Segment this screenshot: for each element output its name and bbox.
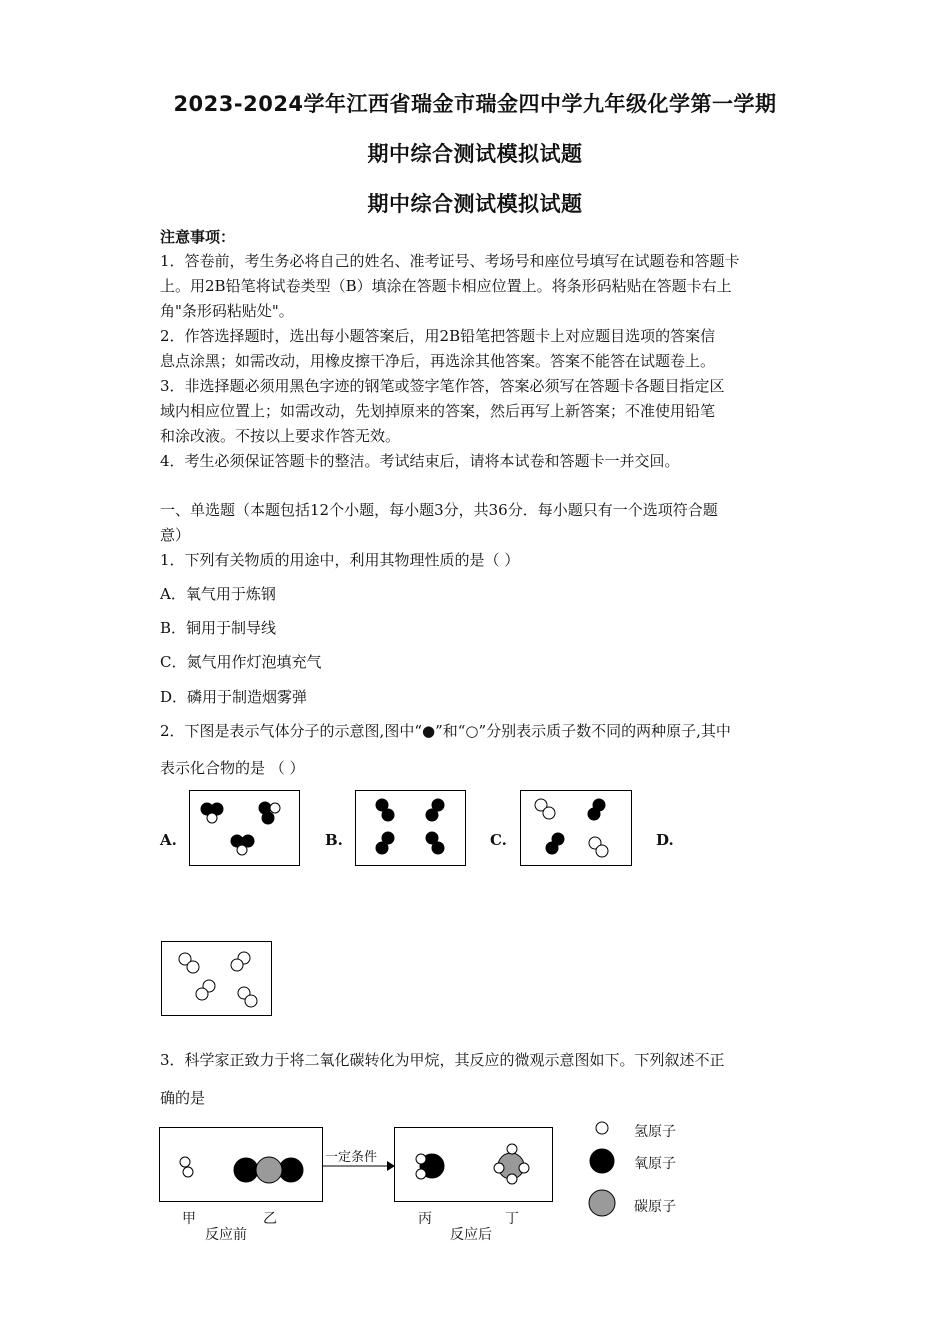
question-2-stem-cont: 表示化合物的是 （ ） <box>160 759 305 777</box>
notice-heading: 注意事项： <box>160 228 236 246</box>
carbon-atom-icon <box>587 1188 617 1218</box>
notice-line: 2．作答选择题时，选出每小题答案后，用2B铅笔把答题卡上对应题目选项的答案信 <box>160 327 716 345</box>
question-3-stem-cont: 确的是 <box>160 1089 206 1107</box>
section-heading-cont: 意） <box>160 526 191 544</box>
product-d-label: 丁 <box>505 1211 519 1227</box>
molecule-diagram-a <box>189 790 300 866</box>
question-2-stem: 2．下图是表示气体分子的示意图,图中“●”和“○”分别表示质子数不同的两种原子,其中 <box>160 722 731 740</box>
page-title: 2023-2024学年江西省瑞金市瑞金四中学九年级化学第一学期 <box>173 92 777 116</box>
question-2-label-c: C. <box>490 831 507 849</box>
question-1-option-b: B．铜用于制导线 <box>160 619 277 637</box>
legend-hydrogen-label: 氢原子 <box>634 1124 676 1140</box>
reactant-b-label: 乙 <box>263 1211 277 1227</box>
notice-line: 1．答卷前，考生务必将自己的姓名、准考证号、考场号和座位号填写在试题卷和答题卡 <box>160 252 740 270</box>
notice-line: 角"条形码粘贴处"。 <box>160 302 294 320</box>
question-2-label-a: A. <box>160 831 177 849</box>
oxygen-atom-icon <box>588 1147 616 1175</box>
section-heading: 一、单选题（本题包括12个小题，每小题3分，共36分．每小题只有一个选项符合题 <box>160 501 718 519</box>
legend-oxygen-label: 氧原子 <box>634 1156 676 1172</box>
molecule-diagram-c <box>520 790 632 866</box>
question-3-stem: 3．科学家正致力于将二氧化碳转化为甲烷，其反应的微观示意图如下。下列叙述不正 <box>160 1051 725 1069</box>
before-caption: 反应前 <box>205 1227 247 1243</box>
notice-line: 上。用2B铅笔将试卷类型（B）填涂在答题卡相应位置上。将条形码粘贴在答题卡右上 <box>160 277 732 295</box>
question-1-option-d: D．磷用于制造烟雾弹 <box>160 688 308 706</box>
question-2-label-b: B. <box>325 831 343 849</box>
after-caption: 反应后 <box>450 1227 492 1243</box>
notice-line: 息点涂黑；如需改动，用橡皮擦干净后，再选涂其他答案。答案不能答在试题卷上。 <box>160 352 716 370</box>
molecule-diagram-b <box>355 790 466 866</box>
page-subtitle-repeat: 期中综合测试模拟试题 <box>367 192 583 216</box>
legend-carbon-label: 碳原子 <box>634 1199 676 1215</box>
reaction-after-box <box>394 1127 553 1202</box>
page-subtitle: 期中综合测试模拟试题 <box>367 142 583 166</box>
product-c-label: 丙 <box>418 1211 432 1227</box>
notice-line: 3．非选择题必须用黑色字迹的钢笔或签字笔作答，答案必须写在答题卡各题目指定区 <box>160 377 725 395</box>
notice-line: 和涂改液。不按以上要求作答无效。 <box>160 427 401 445</box>
notice-line: 域内相应位置上；如需改动，先划掉原来的答案，然后再写上新答案；不准使用铅笔 <box>160 402 716 420</box>
reactant-a-label: 甲 <box>182 1211 196 1227</box>
question-1-stem: 1．下列有关物质的用途中，利用其物理性质的是（ ） <box>160 551 520 569</box>
hydrogen-atom-icon <box>594 1120 610 1136</box>
reaction-condition-label: 一定条件 <box>325 1150 378 1165</box>
molecule-diagram-d <box>161 941 272 1016</box>
reaction-before-box <box>159 1127 323 1202</box>
question-2-label-d: D. <box>656 831 674 849</box>
question-1-option-a: A．氧气用于炼钢 <box>160 585 276 603</box>
question-1-option-c: C．氮气用作灯泡填充气 <box>160 653 322 671</box>
notice-line: 4．考生必须保证答题卡的整洁。考试结束后，请将本试卷和答题卡一并交回。 <box>160 452 680 470</box>
